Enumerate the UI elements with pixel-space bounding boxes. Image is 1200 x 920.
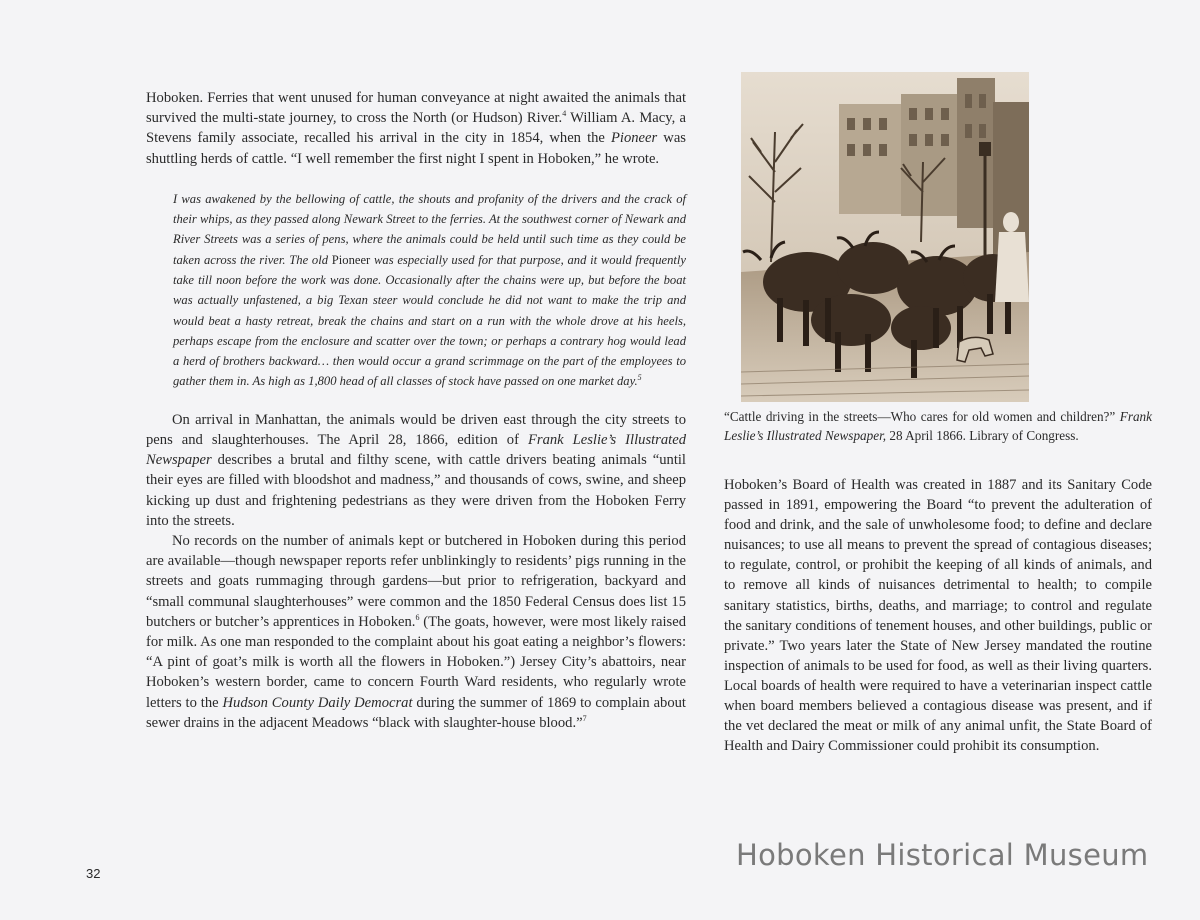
cattle-street-engraving <box>741 72 1029 402</box>
paragraph-manhattan <box>146 410 686 531</box>
museum-watermark: Hoboken Historical Museum <box>736 838 1149 872</box>
text-run: I was awakened by the bellowing of cattle, the shouts and profanity of the drivers and the crack of their whips, as they passed along Newark Street to the ferries. At the southwest corner of Newark and River Streets was a series of pens, where the animals could be held until such time as they could be taken across the river. The old <box>173 191 686 267</box>
ship-name: Pioneer <box>331 252 371 267</box>
text-run: was shuttling herds of cattle. “I well remember the first night I spent in Hoboken,” he wrote. <box>146 130 686 167</box>
right-column <box>724 72 1152 756</box>
caption-text: “Cattle driving in the streets—Who cares for old women and children?” <box>724 409 1120 424</box>
footnote-marker: 6 <box>415 612 420 622</box>
figure-caption <box>724 407 1152 445</box>
text-run: William A. Macy, a Stevens family associate, recalled his arrival in the city in 1854, when the <box>146 110 686 147</box>
footnote-marker: 5 <box>637 373 642 383</box>
footnote-marker: 7 <box>582 713 587 723</box>
paragraph-intro <box>146 88 686 169</box>
text-run: (The goats, however, were most likely raised for milk. As one man responded to the complaint about his goat eating a neighbor’s flowers: “A pint of goat’s milk is worth all the flowers in Hoboken.”) Jersey City’s abattoirs, near Hoboken’s western border, came to concern Fourth Ward residents, who regularly wrote letters to the <box>146 613 686 711</box>
text-run: was especially used for that purpose, and it would frequently take till noon before the work was done. Occasionally after the chains were up, but before the boat was actually unfastened, a big Texan steer would conclude he did not want to make the trip and would beat a hasty retreat, break the chains and start on a run with the whole drove at his heels, perhaps escape from the enclosure and scatter over the town; or perhaps a contrary hog would lead a herd of brothers backward… then would occur a grand scrimmage on the part of the employees to gather them in. As high as 1,800 head of all classes of stock have passed on one market day. <box>173 252 686 389</box>
footnote-marker: 4 <box>562 109 567 119</box>
caption-newspaper-title: Frank Leslie’s Illustrated Newspaper, <box>724 409 1152 443</box>
text-run: describes a brutal and filthy scene, with cattle drivers beating animals “until their eyes are filled with bloodshot and madness,” and thousands of cows, swine, and sheep kicking up dust and frightening pedestrians as they were driven from the Hoboken Ferry into the streets. <box>146 452 686 529</box>
newspaper-title: Frank Leslie’s Illustrated Newspaper <box>146 431 686 469</box>
ship-name: Pioneer <box>610 130 658 147</box>
paragraph-board-of-health: Hoboken’s Board of Health was created in 1887 and its Sanitary Code passed in 1891, empowering the Board “to prevent the adulteration of food and drink, and the sale of unwholesome food; to define and declare nuisances; to use all means to prevent the spread of contagious diseases; to regulate, control, or prohibit the keeping of all kinds of animals, and to remove all kinds of nuisances detrimental to health; to compile sanitary statistics, births, deaths, and marriage; to control and regulate the sanitary conditions of tenement houses, and other buildings, public or private.” Two years later the State of New Jersey mandated the routine inspection of animals to be used for food, as well as their living quarters. Local boards of health were required to have a veterinarian inspect cattle when board members believed a contagious disease was present, and if the vet declared the meat or milk of any animal unfit, the State Board of Health and Dairy Commissioner could prohibit its consumption. <box>724 477 1153 755</box>
newspaper-title: Hudson County Daily Democrat <box>222 694 413 711</box>
caption-text: 28 April 1866. Library of Congress. <box>886 428 1079 443</box>
block-quote <box>173 189 686 392</box>
text-run: Hoboken. Ferries that went unused for human conveyance at night awaited the animals that survived the multi-state journey, to cross the North (or Hudson) River. <box>146 90 686 127</box>
text-run: No records on the number of animals kept or butchered in Hoboken during this period are available—though newspaper reports refer unblinkingly to residents’ pigs running in the streets and goats rummaging through gardens—but prior to refrigeration, backyard and “small communal slaughterhouses” were common and the 1850 Federal Census does list 15 butchers or butcher’s apprentices in Hoboken. <box>146 533 686 630</box>
text-run: On arrival in Manhattan, the animals would be driven east through the city streets to pens and slaughterhouses. The April 28, 1866, edition of <box>146 411 686 448</box>
left-column <box>146 88 686 733</box>
page-number: 32 <box>86 866 101 881</box>
paragraph-records <box>146 531 686 733</box>
text-run: during the summer of 1869 to complain about sewer drains in the adjacent Meadows “black with slaughter-house blood.” <box>146 694 686 731</box>
engraving-figure <box>741 72 1029 402</box>
